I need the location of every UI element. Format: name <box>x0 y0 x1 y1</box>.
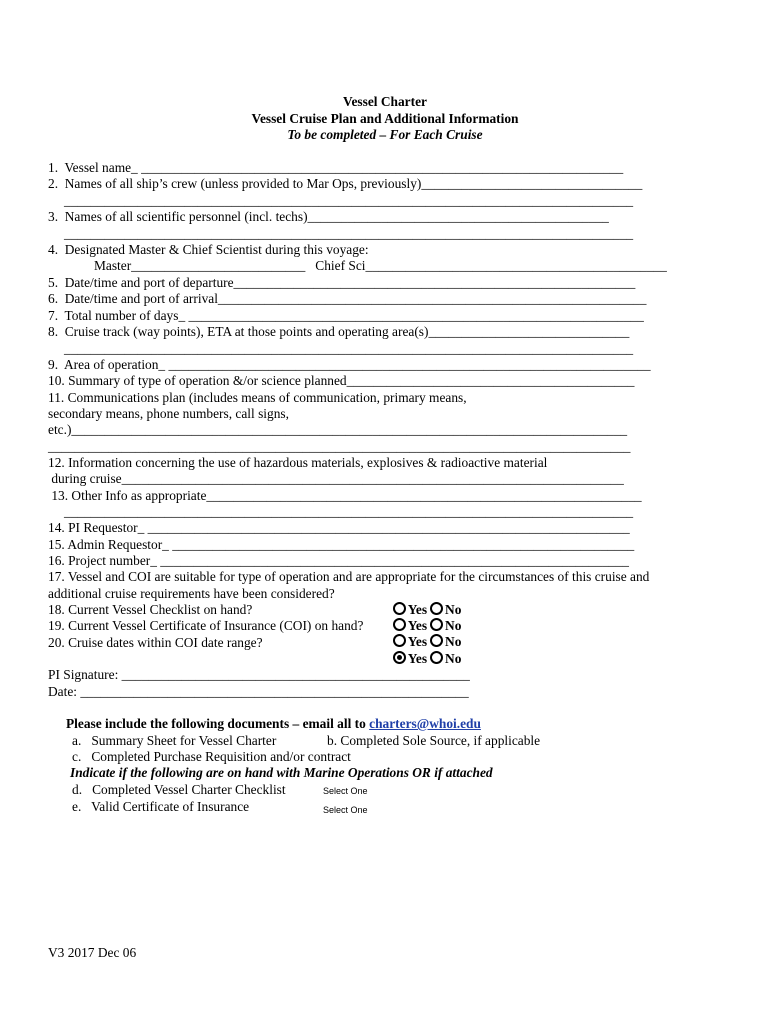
radio-no-q18[interactable]: No <box>430 618 461 634</box>
radio-yes-q18[interactable]: Yes <box>393 618 427 634</box>
radio-selected-icon <box>393 651 406 664</box>
field-total-days[interactable]: 7. Total number of days_ ____________________________________________________________________ <box>48 308 644 323</box>
field-hazardous-materials: 12. Information concerning the use of hazardous materials, explosives & radioactive material <box>48 455 548 470</box>
radio-circle-icon <box>430 651 443 664</box>
field-communications-plan: 11. Communications plan (includes means of communication, primary means, <box>48 390 467 405</box>
field-admin-requestor[interactable]: 15. Admin Requestor_ _____________________________________________________________________ <box>48 537 635 552</box>
radio-no-q19[interactable]: No <box>430 634 461 650</box>
document-instruction: To be completed – For Each Cruise <box>287 127 483 142</box>
field-cruise-track-line2[interactable]: _____________________________________________________________________________________ <box>64 341 634 356</box>
field-ship-crew[interactable]: 2. Names of all ship’s crew (unless provided to Mar Ops, previously)_________________________________ <box>48 176 643 191</box>
question-vessel-coi-suitable-line2: additional cruise requirements have been considered? <box>48 586 335 601</box>
field-project-number[interactable]: 16. Project number_ ______________________________________________________________________ <box>48 553 629 568</box>
field-scientific-personnel-line2[interactable]: _____________________________________________________________________________________ <box>64 226 634 241</box>
documents-note: Indicate if the following are on hand with Marine Operations OR if attached <box>70 765 493 780</box>
field-hazardous-materials-line2[interactable]: during cruise___________________________________________________________________________ <box>48 471 624 486</box>
radio-yes-q17[interactable]: Yes <box>393 602 427 618</box>
field-other-info[interactable]: 13. Other Info as appropriate_________________________________________________________________ <box>48 488 642 503</box>
date-field[interactable]: Date: __________________________________________________________ <box>48 684 469 699</box>
field-communications-plan-line4[interactable]: _______________________________________________________________________________________ <box>48 439 631 454</box>
radio-no-q20[interactable]: No <box>430 651 461 667</box>
document-subtitle: Vessel Cruise Plan and Additional Information <box>251 111 519 126</box>
document-item-d: d. Completed Vessel Charter Checklist <box>72 782 286 797</box>
field-arrival[interactable]: 6. Date/time and port of arrival________________________________________________________________ <box>48 291 647 306</box>
radio-yes-q20[interactable]: Yes <box>393 651 427 667</box>
field-vessel-name[interactable]: 1. Vessel name_ ________________________________________________________________________ <box>48 160 624 175</box>
field-other-info-line2[interactable]: _____________________________________________________________________________________ <box>64 504 634 519</box>
document-item-a: a. Summary Sheet for Vessel Charter <box>72 733 277 748</box>
document-item-b: b. Completed Sole Source, if applicable <box>327 733 541 748</box>
document-title: Vessel Charter <box>343 94 427 109</box>
email-link[interactable]: charters@whoi.edu <box>369 716 481 731</box>
field-operation-summary[interactable]: 10. Summary of type of operation &/or science planned___________________________________________ <box>48 373 635 388</box>
field-cruise-track[interactable]: 8. Cruise track (way points), ETA at those points and operating area(s)______________________________ <box>48 324 630 339</box>
field-communications-plan-line3[interactable]: etc.)___________________________________________________________________________________ <box>48 422 628 437</box>
radio-group-q20 <box>386 635 464 667</box>
field-pi-requestor[interactable]: 14. PI Requestor_ ________________________________________________________________________ <box>48 520 630 535</box>
select-one-dropdown-d[interactable]: Select One <box>323 786 368 796</box>
pi-signature-field[interactable]: PI Signature: ____________________________________________________ <box>48 667 470 682</box>
radio-yes-q19[interactable]: Yes <box>393 634 427 650</box>
document-item-e: e. Valid Certificate of Insurance <box>72 799 250 814</box>
document-item-c: c. Completed Purchase Requisition and/or contract <box>72 749 351 764</box>
documents-intro: Please include the following documents – email all to charters@whoi.edu <box>66 716 481 731</box>
field-area-of-operation[interactable]: 9. Area of operation_ ________________________________________________________________________ <box>48 357 651 372</box>
radio-no-q17[interactable]: No <box>430 602 461 618</box>
question-vessel-coi-suitable: 17. Vessel and COI are suitable for type of operation and are appropriate for the circumstances of this cruise and <box>48 569 650 584</box>
field-master-chief-heading: 4. Designated Master & Chief Scientist during this voyage: <box>48 242 369 257</box>
field-scientific-personnel[interactable]: 3. Names of all scientific personnel (incl. techs)_____________________________________________ <box>48 209 609 224</box>
question-coi-on-hand: 19. Current Vessel Certificate of Insurance (COI) on hand? <box>48 618 364 633</box>
question-vessel-checklist: 18. Current Vessel Checklist on hand? <box>48 602 253 617</box>
field-ship-crew-line2[interactable]: _____________________________________________________________________________________ <box>64 193 634 208</box>
question-coi-date-range: 20. Cruise dates within COI date range? <box>48 635 263 650</box>
select-one-dropdown-e[interactable]: Select One <box>323 805 368 815</box>
field-communications-plan-line2: secondary means, phone numbers, call signs, <box>48 406 289 421</box>
field-master-chief-sci[interactable]: Master__________________________ Chief Sci_____________________________________________ <box>94 258 667 273</box>
version-label: V3 2017 Dec 06 <box>48 945 137 960</box>
field-departure[interactable]: 5. Date/time and port of departure____________________________________________________________ <box>48 275 636 290</box>
